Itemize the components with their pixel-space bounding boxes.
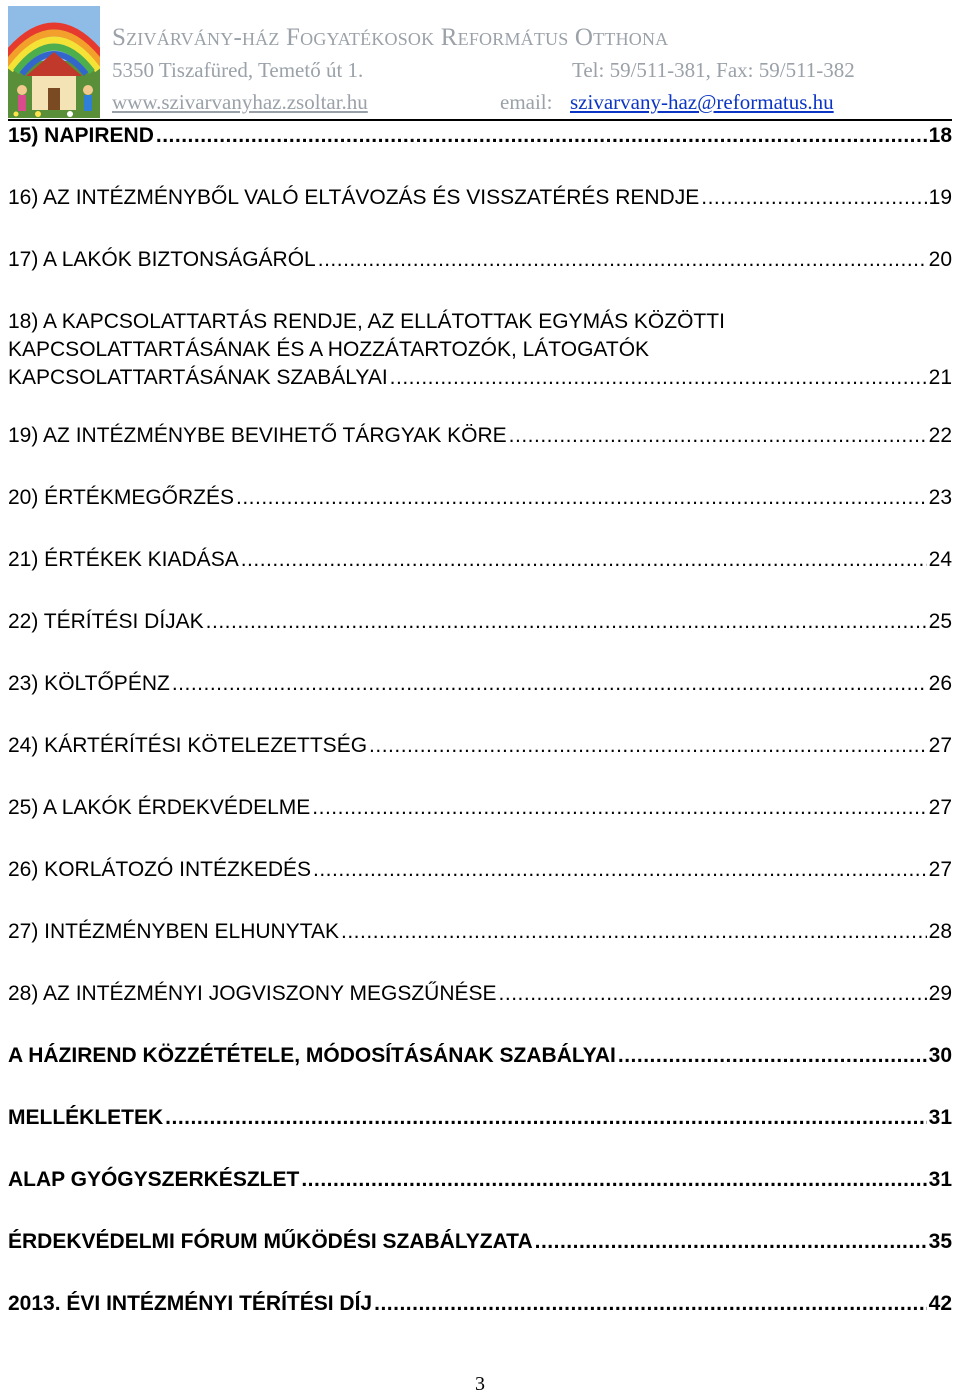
website-link[interactable]: www.szivarvanyhaz.zsoltar.hu bbox=[112, 90, 368, 114]
toc-entry-row bbox=[8, 1104, 952, 1132]
email-link[interactable]: szivarvany-haz@reformatus.hu bbox=[570, 90, 834, 114]
toc-page-number: 27 bbox=[928, 858, 952, 881]
toc-dot-leader bbox=[236, 484, 927, 512]
toc-page-number: 27 bbox=[928, 734, 952, 757]
toc-dot-leader bbox=[313, 856, 927, 884]
toc-entry-row bbox=[8, 1166, 952, 1194]
toc-entry[interactable] bbox=[8, 670, 952, 698]
toc-entry[interactable] bbox=[8, 1042, 952, 1070]
toc-entry-title: MELLÉKLETEK bbox=[8, 1106, 164, 1129]
toc-entry-row bbox=[8, 246, 952, 274]
toc-entry-title: 23) KÖLTŐPÉNZ bbox=[8, 672, 170, 695]
rainbow-house-logo-icon bbox=[8, 6, 100, 118]
toc-entry[interactable] bbox=[8, 918, 952, 946]
toc-entry-row bbox=[8, 422, 952, 450]
toc-entry-title: 24) KÁRTÉRÍTÉSI KÖTELEZETTSÉG bbox=[8, 734, 368, 757]
toc-page-number: 28 bbox=[928, 920, 952, 943]
email-label: email: bbox=[500, 90, 553, 114]
toc-dot-leader bbox=[156, 122, 927, 150]
toc-entry-row bbox=[8, 546, 952, 574]
toc-page-number: 19 bbox=[928, 186, 952, 209]
toc-entry-title: 2013. ÉVI INTÉZMÉNYI TÉRÍTÉSI DÍJ bbox=[8, 1292, 373, 1315]
toc-entry-title: 22) TÉRÍTÉSI DÍJAK bbox=[8, 610, 204, 633]
toc-entry[interactable] bbox=[8, 856, 952, 884]
toc-page-number: 35 bbox=[928, 1230, 952, 1253]
toc-entry-title: 28) AZ INTÉZMÉNYI JOGVISZONY MEGSZŰNÉSE bbox=[8, 982, 497, 1005]
toc-entry-title: 16) AZ INTÉZMÉNYBŐL VALÓ ELTÁVOZÁS ÉS VISSZATÉRÉS RENDJE bbox=[8, 186, 700, 209]
toc-entry-title: 21) ÉRTÉKEK KIADÁSA bbox=[8, 548, 239, 571]
toc-dot-leader bbox=[499, 980, 927, 1008]
toc-entry[interactable] bbox=[8, 980, 952, 1008]
toc-dot-leader bbox=[374, 1290, 927, 1318]
toc-entry-row bbox=[8, 918, 952, 946]
toc-entry-row bbox=[8, 732, 952, 760]
toc-page-number: 24 bbox=[928, 548, 952, 571]
toc-entry-title: ALAP GYÓGYSZERKÉSZLET bbox=[8, 1168, 300, 1191]
toc-page-number: 42 bbox=[928, 1292, 952, 1315]
toc-page-number: 25 bbox=[928, 610, 952, 633]
address: 5350 Tiszafüred, Temető út 1. bbox=[112, 58, 364, 82]
institution-name: Szivárvány-ház Fogyatékosok Református Otthona bbox=[112, 24, 669, 51]
toc-entry[interactable] bbox=[8, 1228, 952, 1256]
header-divider bbox=[8, 119, 952, 121]
toc-entry-row bbox=[8, 980, 952, 1008]
toc-entry[interactable] bbox=[8, 484, 952, 512]
toc-entry-title-line: KAPCSOLATTARTÁSÁNAK ÉS A HOZZÁTARTOZÓK, LÁTOGATÓK bbox=[8, 338, 650, 361]
toc-entry-title: 20) ÉRTÉKMEGŐRZÉS bbox=[8, 486, 234, 509]
toc-page-number: 20 bbox=[928, 248, 952, 271]
toc-page-number: 31 bbox=[928, 1106, 952, 1129]
toc-page-number: 31 bbox=[928, 1168, 952, 1191]
toc-entry-row bbox=[8, 122, 952, 150]
toc-entry-row bbox=[8, 794, 952, 822]
toc-entry[interactable] bbox=[8, 184, 952, 212]
toc-entry[interactable] bbox=[8, 1290, 952, 1318]
toc-page-number: 22 bbox=[928, 424, 952, 447]
toc-dot-leader bbox=[509, 422, 927, 450]
toc-entry-title: 26) KORLÁTOZÓ INTÉZKEDÉS bbox=[8, 858, 312, 881]
toc-entry-row bbox=[8, 608, 952, 636]
toc-entry-title-line: 18) A KAPCSOLATTARTÁS RENDJE, AZ ELLÁTOTTAK EGYMÁS KÖZÖTTI bbox=[8, 310, 725, 333]
toc-entry-title: 19) AZ INTÉZMÉNYBE BEVIHETŐ TÁRGYAK KÖRE bbox=[8, 424, 507, 447]
toc-entry-row bbox=[8, 1228, 952, 1256]
toc-dot-leader bbox=[369, 732, 927, 760]
toc-dot-leader bbox=[390, 364, 927, 392]
toc-page-number: 21 bbox=[928, 366, 952, 389]
toc-entry-title: 25) A LAKÓK ÉRDEKVÉDELME bbox=[8, 796, 311, 819]
toc-page-number: 18 bbox=[928, 124, 952, 147]
toc-dot-leader bbox=[618, 1042, 927, 1070]
toc-entry-row bbox=[8, 1290, 952, 1318]
toc-entry[interactable] bbox=[8, 608, 952, 636]
toc-entry[interactable] bbox=[8, 1104, 952, 1132]
toc-page-number: 30 bbox=[928, 1044, 952, 1067]
toc-entry-title: 17) A LAKÓK BIZTONSÁGÁRÓL bbox=[8, 248, 316, 271]
toc-entry[interactable] bbox=[8, 422, 952, 450]
toc-entry-row bbox=[8, 484, 952, 512]
toc-entry-row bbox=[8, 856, 952, 884]
toc-entry-row bbox=[8, 1042, 952, 1070]
toc-page-number: 26 bbox=[928, 672, 952, 695]
toc-dot-leader bbox=[312, 794, 926, 822]
toc-entry[interactable] bbox=[8, 794, 952, 822]
toc-dot-leader bbox=[165, 1104, 926, 1132]
toc-entry[interactable] bbox=[8, 308, 952, 392]
toc-page-number: 29 bbox=[928, 982, 952, 1005]
toc-entry[interactable] bbox=[8, 546, 952, 574]
toc-entry-row bbox=[8, 184, 952, 212]
toc-dot-leader bbox=[341, 918, 927, 946]
phone-fax: Tel: 59/511-381, Fax: 59/511-382 bbox=[572, 58, 855, 82]
toc-entry-title: ÉRDEKVÉDELMI FÓRUM MŰKÖDÉSI SZABÁLYZATA bbox=[8, 1230, 533, 1253]
toc-dot-leader bbox=[172, 670, 927, 698]
toc-dot-leader bbox=[318, 246, 927, 274]
toc-entry[interactable] bbox=[8, 122, 952, 150]
toc-entry-row bbox=[8, 364, 952, 392]
toc-entry[interactable] bbox=[8, 732, 952, 760]
toc-dot-leader bbox=[241, 546, 927, 574]
toc-entry-title: KAPCSOLATTARTÁSÁNAK SZABÁLYAI bbox=[8, 366, 388, 389]
toc-entry-row bbox=[8, 670, 952, 698]
toc-page-number: 27 bbox=[928, 796, 952, 819]
toc-dot-leader bbox=[206, 608, 927, 636]
toc-entry-title: A HÁZIREND KÖZZÉTÉTELE, MÓDOSÍTÁSÁNAK SZABÁLYAI bbox=[8, 1044, 616, 1067]
toc-dot-leader bbox=[301, 1166, 926, 1194]
toc-page-number: 23 bbox=[928, 486, 952, 509]
toc-entry-title: 27) INTÉZMÉNYBEN ELHUNYTAK bbox=[8, 920, 340, 943]
toc-dot-leader bbox=[701, 184, 926, 212]
toc-entry[interactable] bbox=[8, 1166, 952, 1194]
toc-entry-title: 15) NAPIREND bbox=[8, 124, 154, 147]
page-number: 3 bbox=[475, 1373, 485, 1395]
letterhead bbox=[0, 0, 960, 122]
toc-entry[interactable] bbox=[8, 246, 952, 274]
toc-dot-leader bbox=[535, 1228, 927, 1256]
